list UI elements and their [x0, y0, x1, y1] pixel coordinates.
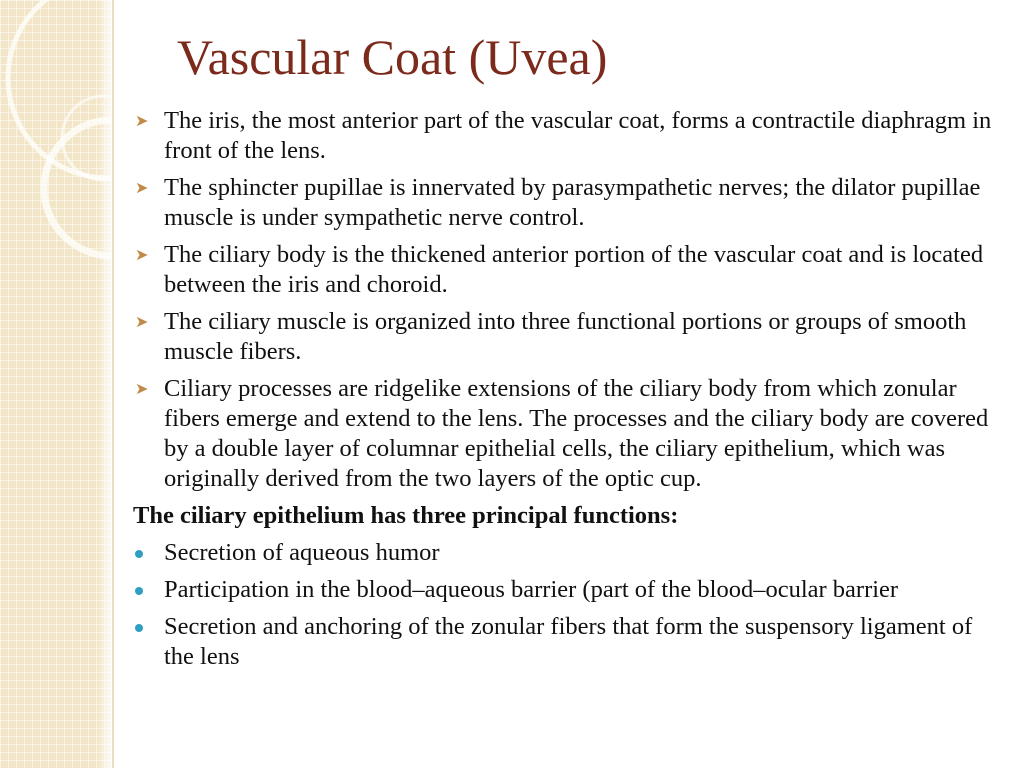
dot-bullet-icon	[135, 587, 143, 595]
arrow-bullet-icon: ➤	[135, 247, 149, 264]
side-strip-shade	[98, 0, 112, 768]
deco-ring-large	[8, 0, 112, 178]
function-text: Participation in the blood–aqueous barrier (part of the blood–ocular barrier	[164, 576, 899, 603]
dot-bullet-icon	[135, 550, 143, 558]
bullet-text: The ciliary body is the thickened anterior portion of the vascular coat and is located between the iris and choroid.	[164, 241, 984, 298]
functions-heading: The ciliary epithelium has three principal functions:	[133, 502, 679, 529]
bullet-item	[133, 374, 1003, 494]
bullet-text: The ciliary muscle is organized into three functional portions or groups of smooth muscle fibers.	[164, 308, 967, 365]
function-item	[133, 575, 1003, 605]
dot-bullet-icon	[135, 624, 143, 632]
function-item	[133, 612, 1003, 672]
slide-title: Vascular Coat (Uvea)	[177, 29, 608, 85]
decorative-rings-icon	[0, 0, 112, 768]
function-text: Secretion of aqueous humor	[164, 539, 440, 566]
bullet-item	[133, 173, 1003, 233]
bullet-text: The iris, the most anterior part of the vascular coat, forms a contractile diaphragm in front of the lens.	[164, 107, 992, 164]
slide-content	[133, 106, 1003, 679]
strip-divider	[112, 0, 114, 768]
arrow-bullet-icon: ➤	[135, 314, 149, 331]
bullet-text: The sphincter pupillae is innervated by parasympathetic nerves; the dilator pupillae muscle is under sympathetic nerve control.	[164, 174, 981, 231]
bullet-item	[133, 240, 1003, 300]
bullet-item	[133, 106, 1003, 166]
function-item	[133, 538, 1003, 568]
bullet-item	[133, 307, 1003, 367]
function-text: Secretion and anchoring of the zonular fibers that form the suspensory ligament of the lens	[164, 613, 973, 670]
arrow-bullet-icon: ➤	[135, 381, 149, 398]
arrow-bullet-icon: ➤	[135, 180, 149, 197]
decorative-side-strip	[0, 0, 112, 768]
arrow-bullet-icon: ➤	[135, 113, 149, 130]
bullet-text: Ciliary processes are ridgelike extensions of the ciliary body from which zonular fibers emerge and extend to the lens. The processes and the ciliary body are covered by a double layer of columnar epithelial cells, the ciliary epithelium, which was originally derived from the two layers of the optic cup.	[164, 375, 989, 492]
